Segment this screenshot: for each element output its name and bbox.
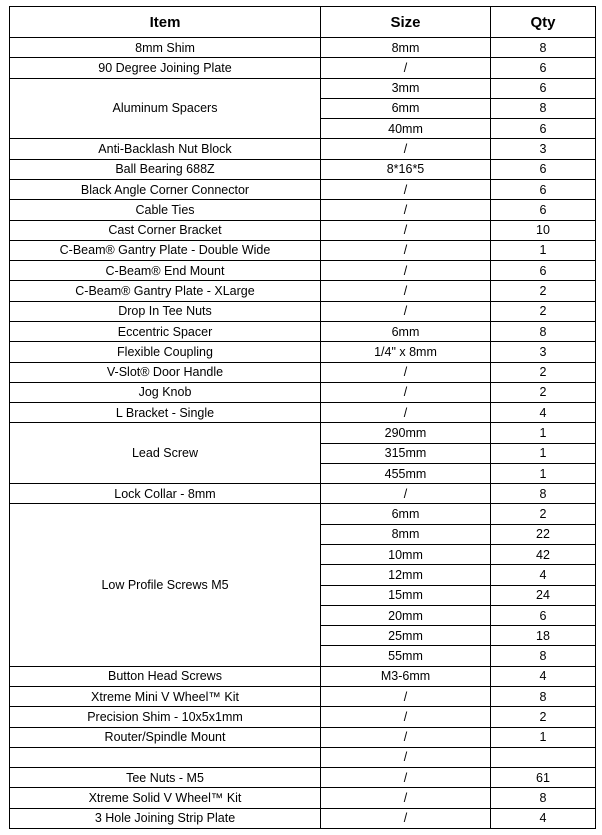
size-cell: 10mm xyxy=(321,545,491,565)
size-cell: / xyxy=(321,403,491,423)
table-row xyxy=(10,261,596,281)
size-cell: / xyxy=(321,382,491,402)
table-row xyxy=(10,382,596,402)
qty-cell: 1 xyxy=(491,423,596,443)
size-cell: / xyxy=(321,58,491,78)
table-row xyxy=(10,240,596,260)
item-name-cell: Cast Corner Bracket xyxy=(10,220,321,240)
table-row xyxy=(10,321,596,341)
size-cell: M3-6mm xyxy=(321,666,491,686)
size-cell: / xyxy=(321,362,491,382)
item-name-cell: Cable Ties xyxy=(10,200,321,220)
table-row xyxy=(10,281,596,301)
table-row xyxy=(10,179,596,199)
item-name-cell: 90 Degree Joining Plate xyxy=(10,58,321,78)
qty-cell: 42 xyxy=(491,545,596,565)
table-row xyxy=(10,38,596,58)
table-row xyxy=(10,78,596,98)
size-cell: 8*16*5 xyxy=(321,159,491,179)
qty-cell: 4 xyxy=(491,403,596,423)
qty-cell: 3 xyxy=(491,139,596,159)
size-cell: 55mm xyxy=(321,646,491,666)
qty-cell: 6 xyxy=(491,58,596,78)
size-cell: / xyxy=(321,179,491,199)
table-row xyxy=(10,423,596,443)
qty-cell: 6 xyxy=(491,605,596,625)
size-cell: / xyxy=(321,788,491,808)
size-cell: / xyxy=(321,707,491,727)
item-name-cell xyxy=(10,747,321,767)
qty-cell: 61 xyxy=(491,768,596,788)
qty-cell: 6 xyxy=(491,261,596,281)
size-cell: / xyxy=(321,220,491,240)
qty-cell: 24 xyxy=(491,585,596,605)
qty-cell: 6 xyxy=(491,119,596,139)
table-row xyxy=(10,727,596,747)
table-row xyxy=(10,484,596,504)
size-cell: / xyxy=(321,281,491,301)
qty-cell: 1 xyxy=(491,240,596,260)
qty-cell: 2 xyxy=(491,504,596,524)
item-name-cell: C-Beam® Gantry Plate - XLarge xyxy=(10,281,321,301)
size-cell: / xyxy=(321,139,491,159)
size-cell: / xyxy=(321,301,491,321)
qty-cell: 8 xyxy=(491,321,596,341)
qty-cell: 1 xyxy=(491,443,596,463)
size-cell: 8mm xyxy=(321,524,491,544)
table-row xyxy=(10,139,596,159)
header-row xyxy=(10,7,596,38)
qty-cell: 4 xyxy=(491,666,596,686)
header-qty: Qty xyxy=(491,7,596,38)
qty-cell: 2 xyxy=(491,281,596,301)
qty-cell: 6 xyxy=(491,200,596,220)
item-name-cell: Black Angle Corner Connector xyxy=(10,179,321,199)
item-name-cell: Button Head Screws xyxy=(10,666,321,686)
table-row xyxy=(10,747,596,767)
item-name-cell: Xtreme Solid V Wheel™ Kit xyxy=(10,788,321,808)
qty-cell: 1 xyxy=(491,463,596,483)
item-name-cell: C-Beam® Gantry Plate - Double Wide xyxy=(10,240,321,260)
item-name-cell: 8mm Shim xyxy=(10,38,321,58)
size-cell: / xyxy=(321,240,491,260)
table-row xyxy=(10,159,596,179)
table-row xyxy=(10,301,596,321)
table-row xyxy=(10,707,596,727)
item-name-cell: Tee Nuts - M5 xyxy=(10,768,321,788)
header-item: Item xyxy=(10,7,321,38)
size-cell: 6mm xyxy=(321,321,491,341)
size-cell: 40mm xyxy=(321,119,491,139)
size-cell: 455mm xyxy=(321,463,491,483)
size-cell: 1/4" x 8mm xyxy=(321,342,491,362)
item-name-cell: Lead Screw xyxy=(10,423,321,484)
qty-cell: 8 xyxy=(491,687,596,707)
item-name-cell: Drop In Tee Nuts xyxy=(10,301,321,321)
table-row xyxy=(10,504,596,524)
qty-cell: 6 xyxy=(491,78,596,98)
size-cell: 6mm xyxy=(321,98,491,118)
table-row xyxy=(10,403,596,423)
qty-cell: 2 xyxy=(491,301,596,321)
parts-table-body xyxy=(10,38,596,829)
parts-table xyxy=(9,6,596,829)
item-name-cell: Eccentric Spacer xyxy=(10,321,321,341)
item-name-cell: C-Beam® End Mount xyxy=(10,261,321,281)
size-cell: 12mm xyxy=(321,565,491,585)
qty-cell: 2 xyxy=(491,707,596,727)
table-row xyxy=(10,200,596,220)
size-cell: 15mm xyxy=(321,585,491,605)
size-cell: / xyxy=(321,200,491,220)
item-name-cell: V-Slot® Door Handle xyxy=(10,362,321,382)
size-cell: / xyxy=(321,727,491,747)
size-cell: 25mm xyxy=(321,626,491,646)
header-size: Size xyxy=(321,7,491,38)
qty-cell: 6 xyxy=(491,159,596,179)
qty-cell: 4 xyxy=(491,565,596,585)
qty-cell: 6 xyxy=(491,179,596,199)
qty-cell: 8 xyxy=(491,98,596,118)
item-name-cell: Anti-Backlash Nut Block xyxy=(10,139,321,159)
item-name-cell: Jog Knob xyxy=(10,382,321,402)
table-row xyxy=(10,342,596,362)
item-name-cell: 3 Hole Joining Strip Plate xyxy=(10,808,321,828)
qty-cell: 1 xyxy=(491,727,596,747)
qty-cell: 8 xyxy=(491,484,596,504)
item-name-cell: Router/Spindle Mount xyxy=(10,727,321,747)
qty-cell: 8 xyxy=(491,788,596,808)
table-row xyxy=(10,220,596,240)
size-cell: / xyxy=(321,687,491,707)
item-name-cell: Xtreme Mini V Wheel™ Kit xyxy=(10,687,321,707)
item-name-cell: L Bracket - Single xyxy=(10,403,321,423)
size-cell: 8mm xyxy=(321,38,491,58)
table-row xyxy=(10,808,596,828)
qty-cell: 8 xyxy=(491,646,596,666)
item-name-cell: Aluminum Spacers xyxy=(10,78,321,139)
qty-cell: 18 xyxy=(491,626,596,646)
size-cell: / xyxy=(321,747,491,767)
size-cell: / xyxy=(321,261,491,281)
qty-cell: 22 xyxy=(491,524,596,544)
qty-cell: 2 xyxy=(491,362,596,382)
size-cell: 20mm xyxy=(321,605,491,625)
item-name-cell: Flexible Coupling xyxy=(10,342,321,362)
qty-cell: 8 xyxy=(491,38,596,58)
table-row xyxy=(10,666,596,686)
size-cell: 290mm xyxy=(321,423,491,443)
table-row xyxy=(10,58,596,78)
table-row xyxy=(10,768,596,788)
qty-cell: 2 xyxy=(491,382,596,402)
item-name-cell: Low Profile Screws M5 xyxy=(10,504,321,666)
size-cell: 6mm xyxy=(321,504,491,524)
table-row xyxy=(10,687,596,707)
table-row xyxy=(10,362,596,382)
size-cell: 315mm xyxy=(321,443,491,463)
item-name-cell: Lock Collar - 8mm xyxy=(10,484,321,504)
qty-cell: 4 xyxy=(491,808,596,828)
size-cell: / xyxy=(321,808,491,828)
size-cell: / xyxy=(321,768,491,788)
size-cell: 3mm xyxy=(321,78,491,98)
qty-cell: 10 xyxy=(491,220,596,240)
size-cell: / xyxy=(321,484,491,504)
item-name-cell: Ball Bearing 688Z xyxy=(10,159,321,179)
qty-cell: 3 xyxy=(491,342,596,362)
qty-cell xyxy=(491,747,596,767)
table-row xyxy=(10,788,596,808)
item-name-cell: Precision Shim - 10x5x1mm xyxy=(10,707,321,727)
